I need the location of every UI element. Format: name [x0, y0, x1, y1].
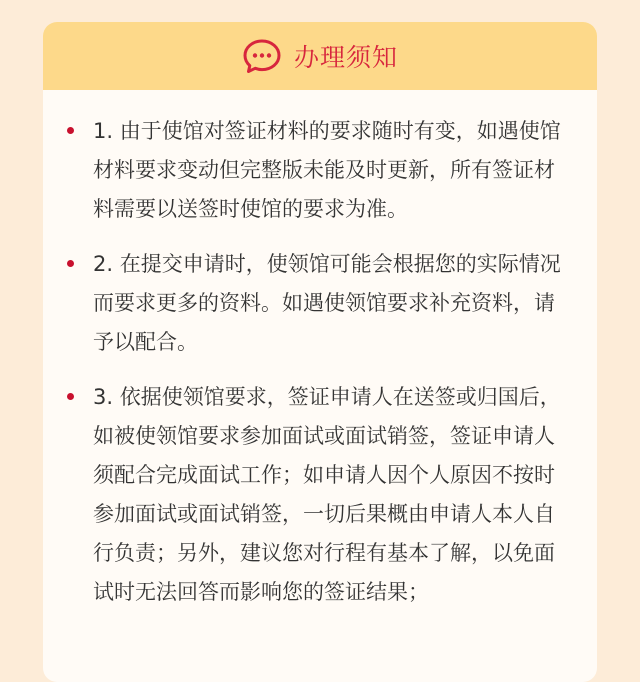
chat-bubble-icon: [242, 38, 282, 74]
notice-item-text: 3. 依据使领馆要求，签证申请人在送签或归国后，如被使领馆要求参加面试或面试销签，签证申请人须配合完成面试工作；如申请人因个人原因不按时参加面试或面试销签，一切后果概由申请人本人自行负责；另外，建议您对行程有基本了解，以免面试时无法回答而影响您的签证结果；: [93, 385, 561, 604]
bullet-dot-icon: [67, 393, 74, 400]
notice-item-text: 1. 由于使馆对签证材料的要求随时有变，如遇使馆材料要求变动但完整版未能及时更新，所有签证材料需要以送签时使馆的要求为准。: [93, 119, 561, 221]
notice-item-2: [65, 245, 571, 362]
notice-item-3: [65, 378, 571, 612]
notice-title: 办理须知: [293, 43, 398, 72]
notice-header-inner: [242, 38, 398, 74]
notice-list: [43, 90, 597, 612]
bullet-dot-icon: [67, 127, 74, 134]
notice-item-text: 2. 在提交申请时，使领馆可能会根据您的实际情况而要求更多的资料。如遇使领馆要求补充资料，请予以配合。: [93, 252, 561, 354]
notice-header: [43, 22, 597, 90]
bullet-dot-icon: [67, 260, 74, 267]
notice-card: [43, 22, 597, 682]
notice-item-1: [65, 112, 571, 229]
